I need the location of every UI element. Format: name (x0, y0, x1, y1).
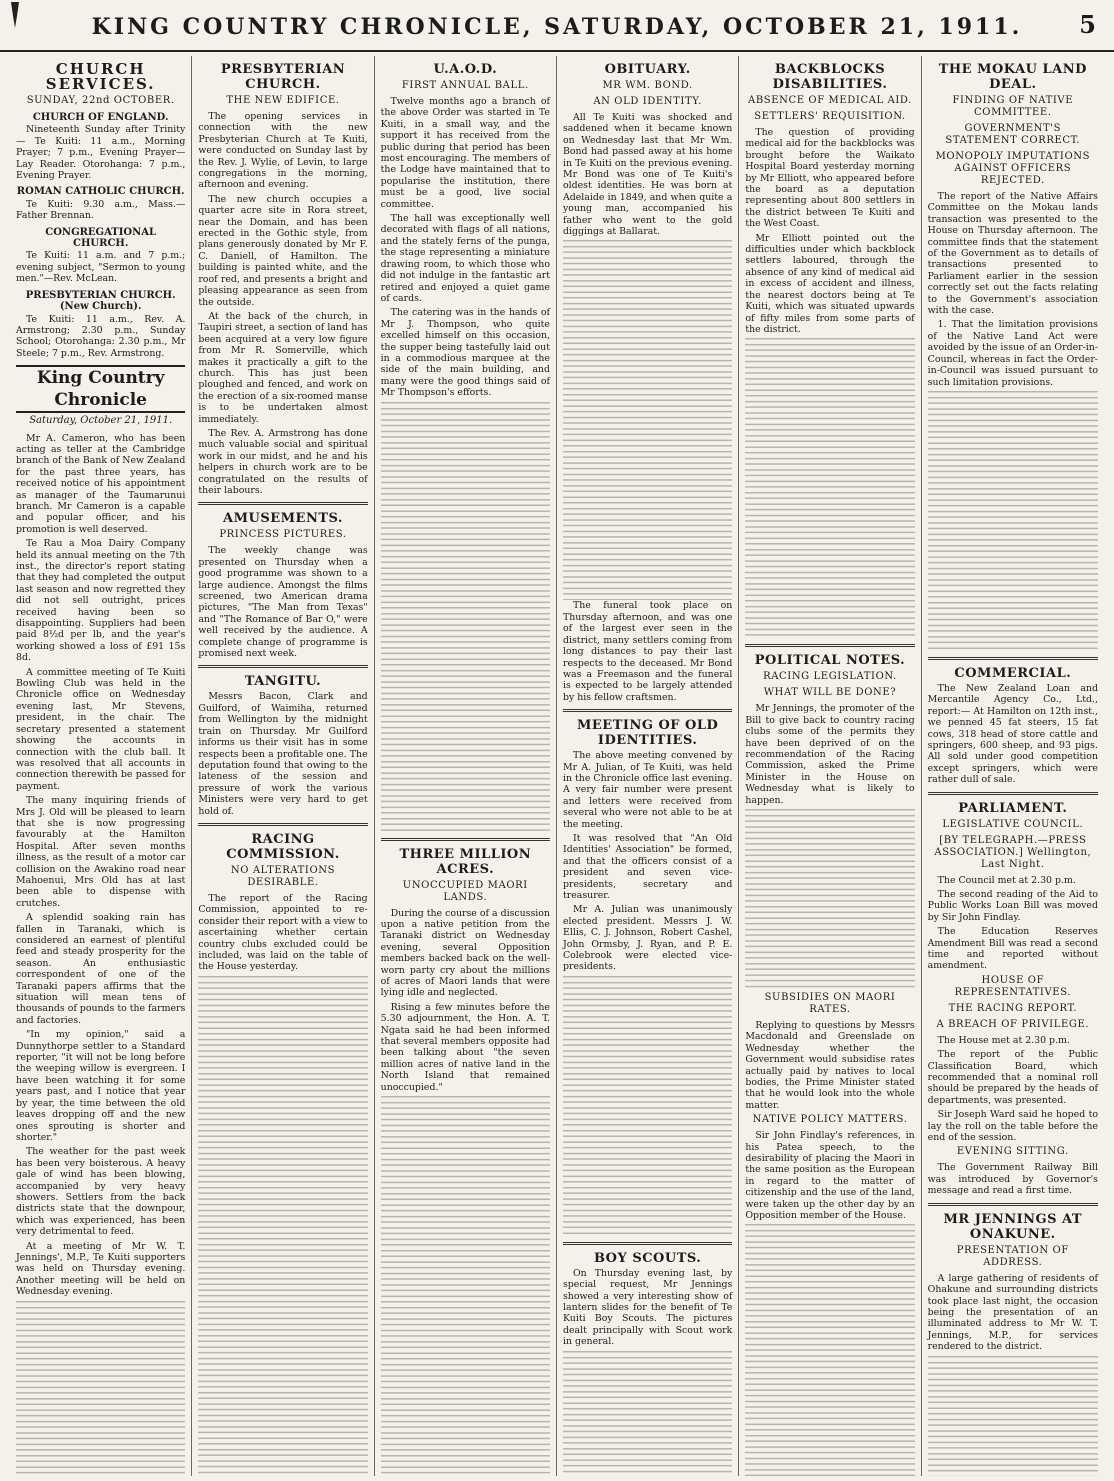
article-subheading: A BREACH OF PRIVILEGE. (936, 1018, 1090, 1030)
article-paragraph: Mr Jennings, the promoter of the Bill to give back to country racing clubs some of the permits they have been deprived of on the recommendation of the Racing Commission, asked the Prime Minister in the House on Wednesday what is likely to happen. (745, 703, 915, 806)
article-paragraph: Rising a few minutes before the 5.30 adjournment, the Hon. A. T. Ngata said he had been informed that several members opposite had been talking about "the seven million acres of native land in the North Island that remained unoccupied." (380, 1001, 550, 1093)
article-paragraph: The Council met at 2.30 p.m. (937, 874, 1076, 886)
article-paragraph: Sir John Findlay's references, in his Patea speech, to the desirability of placing the Maori in the same position as the European in regard to the matter of citizenship and the use of the land, were taken up the other day by an Opposition member of the House. (745, 1130, 915, 1222)
church-times: Te Kuiti: 11 a.m., Rev. A. Armstrong; 2.30 p.m., Sunday School; Otorohanga: 2.30 p.m., Mr Steele; 7 p.m., Rev. Armstrong. (16, 313, 186, 359)
divider (198, 665, 367, 668)
article-paragraph: The New Zealand Loan and Mercantile Agency Co., Ltd., report:— At Hamilton on 12th inst., we penned 45 fat steers, 15 fat cows, 318 head of store cattle and springers, 600 sheep, and 93 pigs. All sold under good competition except springers, which were rather dull of sale. (927, 682, 1098, 786)
article-heading: COMMERCIAL. (954, 665, 1072, 681)
article-subheading: RACING LEGISLATION. (763, 671, 897, 683)
text-fill (928, 391, 1098, 651)
columns (10, 56, 1104, 1476)
article-subheading: LEGISLATIVE COUNCIL. (942, 818, 1084, 830)
article-heading: PARLIAMENT. (958, 800, 1068, 816)
article-paragraph: The hall was exceptionally well decorated with flags of all nations, and the stately ferns of the punga, the stage representing a miniature drawing room, to which those who did not indulge in the fantastic art retired and enjoyed a quiet game of cards. (380, 213, 550, 304)
divider (198, 823, 367, 826)
article-subheading: THE NEW EDIFICE. (226, 95, 340, 106)
church-services-heading: CHURCH SERVICES. (45, 60, 156, 93)
article-subheading: FIRST ANNUAL BALL. (401, 80, 529, 91)
article-paragraph: Messrs Bacon, Clark and Guilford, of Waimiha, returned from Wellington by the midnight train on Thursday. Mr Guilford informs us their visit has in some respects been a profitable one. The deputation found that owing to the lateness of the session and pressure of work the various Ministers were very hard to get hold of. (198, 691, 368, 817)
article-subheading: MONOPOLY IMPUTATIONS AGAINST OFFICERS REJECTED. (935, 151, 1091, 186)
church-name: ROMAN CATHOLIC CHURCH. (16, 186, 185, 198)
article-paragraph: At the back of the church, in Taupiri street, a section of land has been acquired at a very low figure from Mr R. Somerville, which makes it practically a gift to the church. This has just been ploughed and fenced, and work on the erection of a six-roomed manse is to be undertaken almost immediately. (198, 310, 368, 425)
text-fill (745, 338, 914, 638)
article-paragraph: Twelve months ago a branch of the above Order was started in Te Kuiti, in a small way, and the support it has received from the public during that period has been most encouraging. The members of the Lodge have maintained that to popularise the institution, there must be a good, live social committee. (380, 96, 550, 210)
article-subheading: WHAT WILL BE DONE? (763, 687, 897, 699)
article-subheading: SUBSIDIES ON MAORI RATES. (764, 991, 896, 1015)
column-4 (557, 56, 739, 1476)
article-paragraph: The weekly change was presented on Thursday when a good programme was shown to a large audience. Amongst the films screened, two American drama pictures, "The Man from Texas" and "The Romance of Bar O," were well received by the audience. A complete change of programme is promised next week. (198, 545, 368, 660)
article-heading: OBITUARY. (604, 62, 691, 77)
article-heading: U.A.O.D. (433, 62, 498, 77)
article-paragraph: Sir Joseph Ward said he hoped to lay the roll on the table before the end of the session. (927, 1109, 1098, 1144)
article-paragraph: It was resolved that "An Old Identities' Association" be formed, and that the officers consist of a president and seven vice-presidents, secretary and treasurer. (562, 832, 733, 901)
article-paragraph: During the course of a discussion upon a native petition from the Taranaki district on Wednesday evening, several Opposition members backed back on the well-worn party cry about the millions of acres of Maori lands that were lying idle and neglected. (380, 907, 550, 999)
article-heading: BOY SCOUTS. (593, 1250, 702, 1266)
article-paragraph: The funeral took place on Thursday afternoon, and was one of the largest ever seen in the district, many settlers coming from long distances to pay their last respects to the deceased. Mr Bond was a Freemason and the funeral is expected to be largely attended by his fellow craftsmen. (562, 600, 733, 703)
article-paragraph: All Te Kuiti was shocked and saddened when it became known on Wednesday last that Mr Wm. Bond had passed away at his home in Te Kuiti on the previous evening. Mr Bond was one of Te Kuiti's oldest identities. He was born at Adelaide in 1849, and when quite a young man, accompanied his father who went to the gold diggings at Ballarat. (562, 112, 733, 238)
article-paragraph: The report of the Native Affairs Committee on the Mokau lands transaction was presented to the House on Thursday afternoon. The committee finds that the statement of the Government as to details of transactions presented to Parliament earlier in the session correctly set out the facts relating to the Government's association with the case. (927, 191, 1098, 317)
divider (563, 1242, 732, 1245)
text-fill (16, 1301, 185, 1476)
church-name: CHURCH OF ENGLAND. (32, 112, 169, 123)
church-name: PRESBYTERIAN CHURCH. (New Church). (25, 289, 176, 313)
article-paragraph: At a meeting of Mr W. T. Jennings', M.P., Te Kuiti supporters was held on Thursday evening. Another meeting will be held on Wednesday evening. (16, 1240, 186, 1298)
text-fill (928, 1356, 1098, 1476)
article-subheading: ABSENCE OF MEDICAL AID. (748, 95, 912, 106)
article-paragraph: The report of the Racing Commission, appointed to re-consider their report with a view to ascertaining whether certain country clubs excluded could be included, was laid on the table of the House yesterday. (198, 892, 368, 973)
article-paragraph: The weather for the past week has been very boisterous. A heavy gale of wind has been blowing, accompanied by very heavy showers. Settlers from the back districts state that the downpour, which was experienced, has been very detrimental to feed. (16, 1146, 186, 1238)
article-heading: RACING COMMISSION. (226, 831, 340, 862)
church-times: Te Kuiti: 11 a.m. and 7 p.m.; evening subject, "Sermon to young men."—Rev. McLean. (16, 250, 186, 285)
column-5 (739, 56, 921, 1476)
article-heading: THE MOKAU LAND DEAL. (938, 62, 1087, 92)
article-paragraph: A splendid soaking rain has fallen in Taranaki, which is considered an earnest of plentiful feed and steady prosperity for the season. An enthusiastic correspondent of one of the Taranaki papers affirms that the situation will mean tens of thousands of pounds to the farmers and factories. (16, 912, 186, 1026)
dateline: Saturday, October 21, 1911. (29, 415, 173, 427)
church-services-date: SUNDAY, 22nd OCTOBER. (26, 95, 175, 106)
article-subheading: [BY TELEGRAPH.—PRESS ASSOCIATION.] Wellington, Last Night. (934, 834, 1092, 870)
column-1 (10, 56, 192, 1476)
article-subheading: AN OLD IDENTITY. (593, 96, 702, 107)
article-paragraph: The above meeting convened by Mr A. Julian, of Te Kuiti, was held in the Chronicle office last evening. A very fair number were present and letters were received from several who were not able to be at the meeting. (562, 750, 733, 830)
article-subheading: NATIVE POLICY MATTERS. (752, 1114, 908, 1126)
article-paragraph: The question of providing medical aid for the backblocks was brought before the Waikato Hospital Board yesterday morning by Mr Elliott, who appeared before the board as a deputation representing about 800 settlers in the district between Te Kuiti and the West Coast. (745, 127, 915, 230)
article-paragraph: Te Rau a Moa Dairy Company held its annual meeting on the 7th inst., the director's report stating that they had completed the output last season and now regretted they did not sell outright, prices received having been so disappointing. Suppliers had been paid 8½d per lb, and the year's working showed a loss of £91 15s 8d. (16, 538, 186, 664)
article-subheading: MR WM. BOND. (602, 80, 693, 91)
article-paragraph: On Thursday evening last, by special request, Mr Jennings showed a very interesting show of lantern slides for the benefit of Te Kuiti Boy Scouts. The pictures dealt principally with Scout work in general. (562, 1267, 733, 1348)
text-fill (381, 1096, 550, 1476)
article-paragraph: The many inquiring friends of Mrs J. Old will be pleased to learn that she is now progressing favourably at the Hamilton Hospital. After seven months illness, as the result of a motor car collision on the Awakino road near Mahoenui, Mrs Old has at last been able to dispense with crutches. (16, 795, 186, 909)
text-fill (198, 976, 367, 1476)
article-heading: PRESBYTERIAN CHURCH. (220, 62, 346, 92)
divider (381, 838, 550, 841)
article-subheading: SETTLERS' REQUISITION. (754, 111, 906, 122)
article-heading: BACKBLOCKS DISABILITIES. (772, 62, 888, 92)
article-paragraph: The report of the Public Classification Board, which recommended that a nominal roll should be prepared by the heads of departments, was presented. (927, 1049, 1098, 1106)
text-fill (563, 240, 732, 600)
divider (928, 657, 1098, 660)
article-paragraph: The opening services in connection with the new Presbyterian Church at Te Kuiti, were conducted on Sunday last by the Rev. J. Wylie, of Levin, to large congregations in the morning, afternoon and evening. (198, 111, 368, 191)
masthead (0, 0, 1114, 52)
article-paragraph: Mr A. Cameron, who has been acting as teller at the Cambridge branch of the Bank of New Zealand for the past three years, has received notice of his appointment as manager of the Taumarunui branch. Mr Cameron is a capable and popular officer, and his promotion is well deserved. (16, 432, 186, 535)
article-heading: AMUSEMENTS. (223, 511, 343, 527)
article-paragraph: Mr A. Julian was unanimously elected president. Messrs J. W. Ellis, C. J. Johnson, Robert Cashel, John Ormsby, J. Ryan, and P. E. Colebrook were elected vice-presidents. (562, 904, 733, 973)
masthead-title: KING COUNTRY CHRONICLE, SATURDAY, OCTOBER 21, 1911. (91, 14, 1023, 40)
article-subheading: EVENING SITTING. (956, 1146, 1069, 1158)
divider (745, 644, 914, 647)
article-subheading: HOUSE OF REPRESENTATIVES. (954, 974, 1072, 998)
divider (928, 1203, 1098, 1206)
article-paragraph: A committee meeting of Te Kuiti Bowling Club was held in the Chronicle office on Wednesday evening last, Mr Stevens, president, in the chair. The secretary presented a statement showing the accounts in connection with the club ball. It was resolved that all accounts in connection therewith be passed for payment. (16, 666, 186, 792)
article-heading: POLITICAL NOTES. (754, 653, 906, 669)
column-6 (922, 56, 1104, 1476)
divider (563, 709, 732, 712)
text-fill (563, 976, 732, 1236)
article-subheading: FINDING OF NATIVE COMMITTEE. (952, 95, 1074, 118)
article-subheading: PRINCESS PICTURES. (219, 529, 347, 541)
church-times: Te Kuiti: 9.30 a.m., Mass.—Father Brennan. (16, 198, 186, 222)
article-subheading: GOVERNMENT'S STATEMENT CORRECT. (945, 123, 1081, 146)
divider (928, 792, 1098, 795)
text-fill (745, 1224, 914, 1476)
article-paragraph: The Government Railway Bill was introduced by Governor's message and read a first time. (927, 1162, 1098, 1197)
article-paragraph: "In my opinion," said a Dunnythorpe settler to a Standard reporter, "it will not be long before the weeping willow is evergreen. I have been watching it for some years past, and I notice that year by year, the time between the old leaves dropping off and the new ones sprouting is shorter and shorter." (16, 1029, 186, 1143)
article-subheading: THE RACING REPORT. (948, 1002, 1078, 1014)
article-paragraph: The Rev. A. Armstrong has done much valuable social and spiritual work in our midst, and he and his helpers in church work are to be congratulated on the results of their labours. (198, 427, 368, 496)
church-name: CONGREGATIONAL CHURCH. (45, 226, 157, 250)
article-paragraph: The new church occupies a quarter acre site in Rora street, near the Domain, and has been erected in the Gothic style, from plans generously donated by Mr F. C. Daniell, of Hamilton. The building is painted white, and the roof red, and presents a bright and pleasing appearance as seen from the outside. (198, 193, 368, 308)
column-3 (375, 56, 557, 1476)
article-heading: MR JENNINGS AT ONAKUNE. (943, 1211, 1083, 1242)
article-paragraph: The House met at 2.30 p.m. (937, 1034, 1070, 1046)
page-number: 5 (1079, 10, 1096, 39)
divider (198, 502, 367, 505)
article-paragraph: 1. That the limitation provisions of the Native Land Act were avoided by the issue of an Order-in-Council, whereas in fact the Order-in-Council was issued pursuant to such limitation provisions. (927, 319, 1098, 388)
article-heading: TANGITU. (244, 674, 322, 690)
article-paragraph: The second reading of the Aid to Public Works Loan Bill was moved by Sir John Findlay. (927, 888, 1098, 923)
church-times: Nineteenth Sunday after Trinity — Te Kuiti: 11 a.m., Morning Prayer; 7 p.m., Evening Prayer—Lay Reader. Otorohanga: 7 p.m., Evening Prayer. (16, 124, 186, 182)
article-paragraph: A large gathering of residents of Ohakune and surrounding districts took place last night, the occasion being the presentation of an illuminated address to Mr W. T. Jennings, M.P., for services rendered to the district. (927, 1272, 1098, 1353)
article-heading: THREE MILLION ACRES. (399, 846, 532, 877)
article-paragraph: The catering was in the hands of Mr J. Thompson, who quite excelled himself on this occasion, the supper being tastefully laid out in a commodious marquee at the side of the main building, and many were the good things said of Mr Thompson's efforts. (380, 307, 550, 399)
article-paragraph: Replying to questions by Messrs Macdonald and Greenslade on Wednesday whether the Government would subsidise rates actually paid by natives to local bodies, the Prime Minister stated that he would look into the whole matter. (745, 1019, 915, 1111)
article-subheading: PRESENTATION OF ADDRESS. (956, 1244, 1069, 1268)
text-fill (563, 1351, 732, 1476)
article-paragraph: Mr Elliott pointed out the difficulties under which backblock settlers laboured, through the absence of any kind of medical aid in excess of accident and illness, the nearest doctors being at Te Kuiti, which was situated upwards of fifty miles from some parts of the district. (745, 232, 915, 335)
text-fill (745, 809, 914, 989)
article-subheading: NO ALTERATIONS DESIRABLE. (230, 864, 336, 888)
text-fill (381, 402, 550, 832)
article-subheading: UNOCCUPIED MAORI LANDS. (402, 879, 528, 903)
article-heading: MEETING OF OLD IDENTITIES. (577, 718, 719, 749)
newspaper-nameplate: King Country Chronicle (16, 365, 185, 413)
article-paragraph: The Education Reserves Amendment Bill was read a second time and reported without amendment. (927, 926, 1098, 972)
column-2 (192, 56, 374, 1476)
